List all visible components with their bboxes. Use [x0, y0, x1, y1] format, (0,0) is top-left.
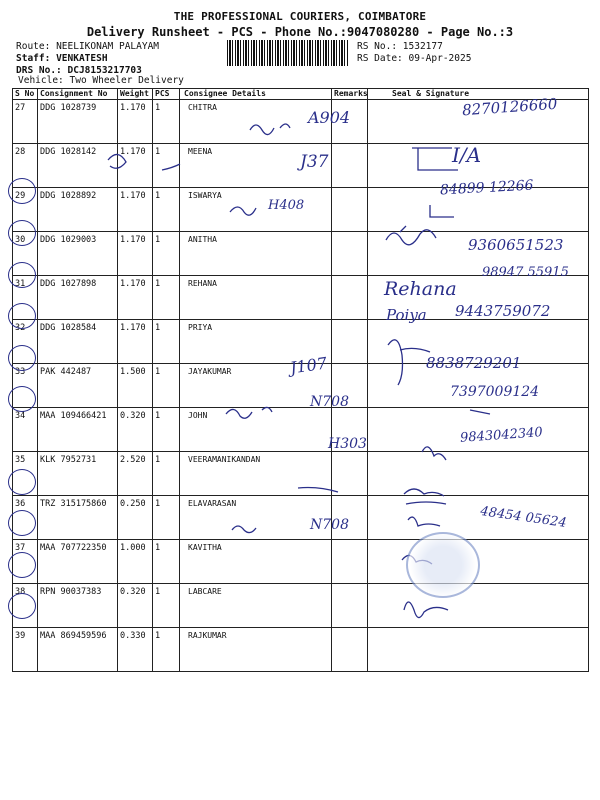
cell-sno: 28: [13, 144, 38, 188]
cell-pcs: 1: [153, 232, 180, 276]
staff-label: Staff:: [16, 53, 51, 64]
cell-consignment-no: KLK 7952731: [38, 452, 118, 496]
cell-weight: 2.520: [118, 452, 153, 496]
scribble-r36-line: [298, 488, 338, 493]
cell-consignment-no: DDG 1027898: [38, 276, 118, 320]
cell-sno: 30: [13, 232, 38, 276]
cell-consignment-no: DDG 1028584: [38, 320, 118, 364]
cell-consignee-name: JAYAKUMAR: [180, 364, 332, 408]
company-seal-stamp: [406, 532, 480, 598]
cell-sno: 38: [13, 584, 38, 628]
circle-mark-39: [8, 593, 36, 619]
cell-consignment-no: DDG 1028739: [38, 100, 118, 144]
cell-consignee-name: REHANA: [180, 276, 332, 320]
col-weight: Weight: [118, 89, 153, 100]
scribble-r30-sig: [386, 226, 436, 245]
company-title: THE PROFESSIONAL COURIERS, COIMBATORE: [173, 10, 427, 23]
cell-weight: 0.250: [118, 496, 153, 540]
cell-sno: 36: [13, 496, 38, 540]
cell-weight: 0.320: [118, 408, 153, 452]
cell-pcs: 1: [153, 628, 180, 672]
route-label: Route:: [16, 41, 51, 52]
col-consignee: Consignee Details: [180, 89, 332, 100]
scribble-r27: [250, 124, 290, 135]
cell-weight: 1.170: [118, 144, 153, 188]
circle-mark-31: [8, 262, 36, 288]
hw-r30-signature: 9360651523: [468, 236, 564, 254]
rs-date-value: 09-Apr-2025: [408, 53, 472, 64]
hw-r32-signature-name: Poiya: [386, 306, 427, 324]
cell-pcs: 1: [153, 584, 180, 628]
scribble-r28-sig: [412, 148, 458, 170]
cell-consignee-name: JOHN: [180, 408, 332, 452]
cell-consignment-no: DDG 1028892: [38, 188, 118, 232]
scribble-r29-name: [230, 207, 256, 215]
cell-sno: 27: [13, 100, 38, 144]
cell-consignee-name: ANITHA: [180, 232, 332, 276]
cell-consignee-name: ISWARYA: [180, 188, 332, 232]
hw-r33-details: J107: [288, 353, 329, 378]
cell-weight: 0.330: [118, 628, 153, 672]
scribble-r39-sig: [404, 602, 448, 618]
scribble-r29-sig: [430, 205, 454, 217]
cell-consignment-no: TRZ 315175860: [38, 496, 118, 540]
hw-r27-signature: 8270126660: [461, 94, 558, 120]
hw-r35-signature: 9843042340: [459, 425, 544, 446]
hw-r35-details: H303: [328, 436, 367, 452]
cell-sno: 34: [13, 408, 38, 452]
cell-weight: 1.170: [118, 100, 153, 144]
cell-weight: 1.500: [118, 364, 153, 408]
col-pcs: PCS: [153, 89, 180, 100]
cell-pcs: 1: [153, 320, 180, 364]
scribble-r36-sig: [404, 489, 446, 504]
cell-weight: 1.170: [118, 188, 153, 232]
cell-consignee-name: KAVITHA: [180, 540, 332, 584]
cell-consignee-name: VEERAMANIKANDAN: [180, 452, 332, 496]
cell-consignee-name: CHITRA: [180, 100, 332, 144]
cell-sno: 37: [13, 540, 38, 584]
drs-label: DRS No.:: [16, 65, 62, 76]
vehicle-value: Two Wheeler Delivery: [69, 75, 184, 86]
hw-r29-signature: 84899 12266: [439, 177, 534, 199]
cell-consignment-no: MAA 869459596: [38, 628, 118, 672]
circle-mark-38: [8, 552, 36, 578]
cell-consignment-no: DDG 1028142: [38, 144, 118, 188]
circle-mark-32: [8, 303, 36, 329]
cell-weight: 1.170: [118, 276, 153, 320]
cell-sno: 32: [13, 320, 38, 364]
cell-consignee-name: PRIYA: [180, 320, 332, 364]
cell-sno: 39: [13, 628, 38, 672]
col-consignment: Consignment No: [38, 89, 118, 100]
scribble-r28-number: [108, 154, 126, 168]
cell-consignment-no: MAA 707722350: [38, 540, 118, 584]
staff-value: VENKATESH: [56, 53, 108, 64]
cell-pcs: 1: [153, 100, 180, 144]
cell-consignment-no: DDG 1029003: [38, 232, 118, 276]
hw-r31-signature-number: 98947 55915: [482, 265, 569, 280]
cell-sno: 35: [13, 452, 38, 496]
hw-r28-signature: I/A: [452, 143, 482, 167]
col-remarks: Remarks: [332, 89, 368, 100]
col-signature: Seal & Signature: [368, 89, 589, 100]
cell-sno: 29: [13, 188, 38, 232]
runsheet-subtitle: Delivery Runsheet - PCS - Phone No.:9047080280 - Page No.:3: [86, 25, 514, 39]
vehicle-label: Vehicle:: [18, 75, 64, 86]
cell-weight: 1.170: [118, 320, 153, 364]
rs-date-label: RS Date:: [357, 53, 403, 64]
cell-pcs: 1: [153, 540, 180, 584]
hw-r34-signature: 7397009124: [450, 384, 540, 400]
cell-consignee-name: MEENA: [180, 144, 332, 188]
hw-r32-signature-number: 9443759072: [455, 302, 551, 320]
scribble-r37-sig: [408, 517, 440, 526]
cell-pcs: 1: [153, 452, 180, 496]
rs-no-label: RS No.:: [357, 41, 398, 52]
cell-weight: 1.000: [118, 540, 153, 584]
scribble-r35-sig: [422, 447, 446, 460]
hw-r37-details: N708: [310, 517, 349, 533]
cell-consignment-no: MAA 109466421: [38, 408, 118, 452]
scribble-r34-name: [226, 407, 272, 418]
drs-value: DCJ8153217703: [67, 65, 142, 76]
scribble-r37-name: [232, 526, 256, 533]
route-value: NEELIKONAM PALAYAM: [56, 41, 160, 52]
hw-r28-details: J37: [300, 152, 329, 172]
circle-mark-34: [8, 386, 36, 412]
circle-mark-30: [8, 220, 36, 246]
cell-pcs: 1: [153, 144, 180, 188]
circle-mark-29: [8, 178, 36, 204]
circle-mark-37: [8, 510, 36, 536]
rs-no-value: 1532177: [402, 41, 443, 52]
cell-pcs: 1: [153, 496, 180, 540]
cell-consignee-name: LABCARE: [180, 584, 332, 628]
col-sno: S No: [13, 89, 38, 100]
circle-mark-36: [8, 469, 36, 495]
cell-pcs: 1: [153, 276, 180, 320]
hw-r27-details: A904: [308, 108, 351, 127]
cell-consignment-no: PAK 442487: [38, 364, 118, 408]
cell-pcs: 1: [153, 364, 180, 408]
circle-mark-33: [8, 345, 36, 371]
cell-consignee-name: RAJKUMAR: [180, 628, 332, 672]
hw-r29-details: H408: [268, 198, 305, 213]
cell-pcs: 1: [153, 188, 180, 232]
cell-weight: 1.170: [118, 232, 153, 276]
hw-r37-signature: 48454 05624: [479, 504, 568, 531]
hw-r33-signature: 8838729201: [426, 354, 522, 372]
scribble-r34-mark: [470, 410, 490, 414]
cell-sno: 31: [13, 276, 38, 320]
cell-weight: 0.320: [118, 584, 153, 628]
scribble-r33-sig: [388, 340, 430, 385]
cell-sno: 33: [13, 364, 38, 408]
cell-consignment-no: RPN 90037383: [38, 584, 118, 628]
hw-r34-details: N708: [310, 394, 349, 410]
hw-r31-signature-name: Rehana: [384, 278, 457, 300]
cell-pcs: 1: [153, 408, 180, 452]
scribble-r28-mark: [162, 164, 180, 170]
cell-consignee-name: ELAVARASAN: [180, 496, 332, 540]
